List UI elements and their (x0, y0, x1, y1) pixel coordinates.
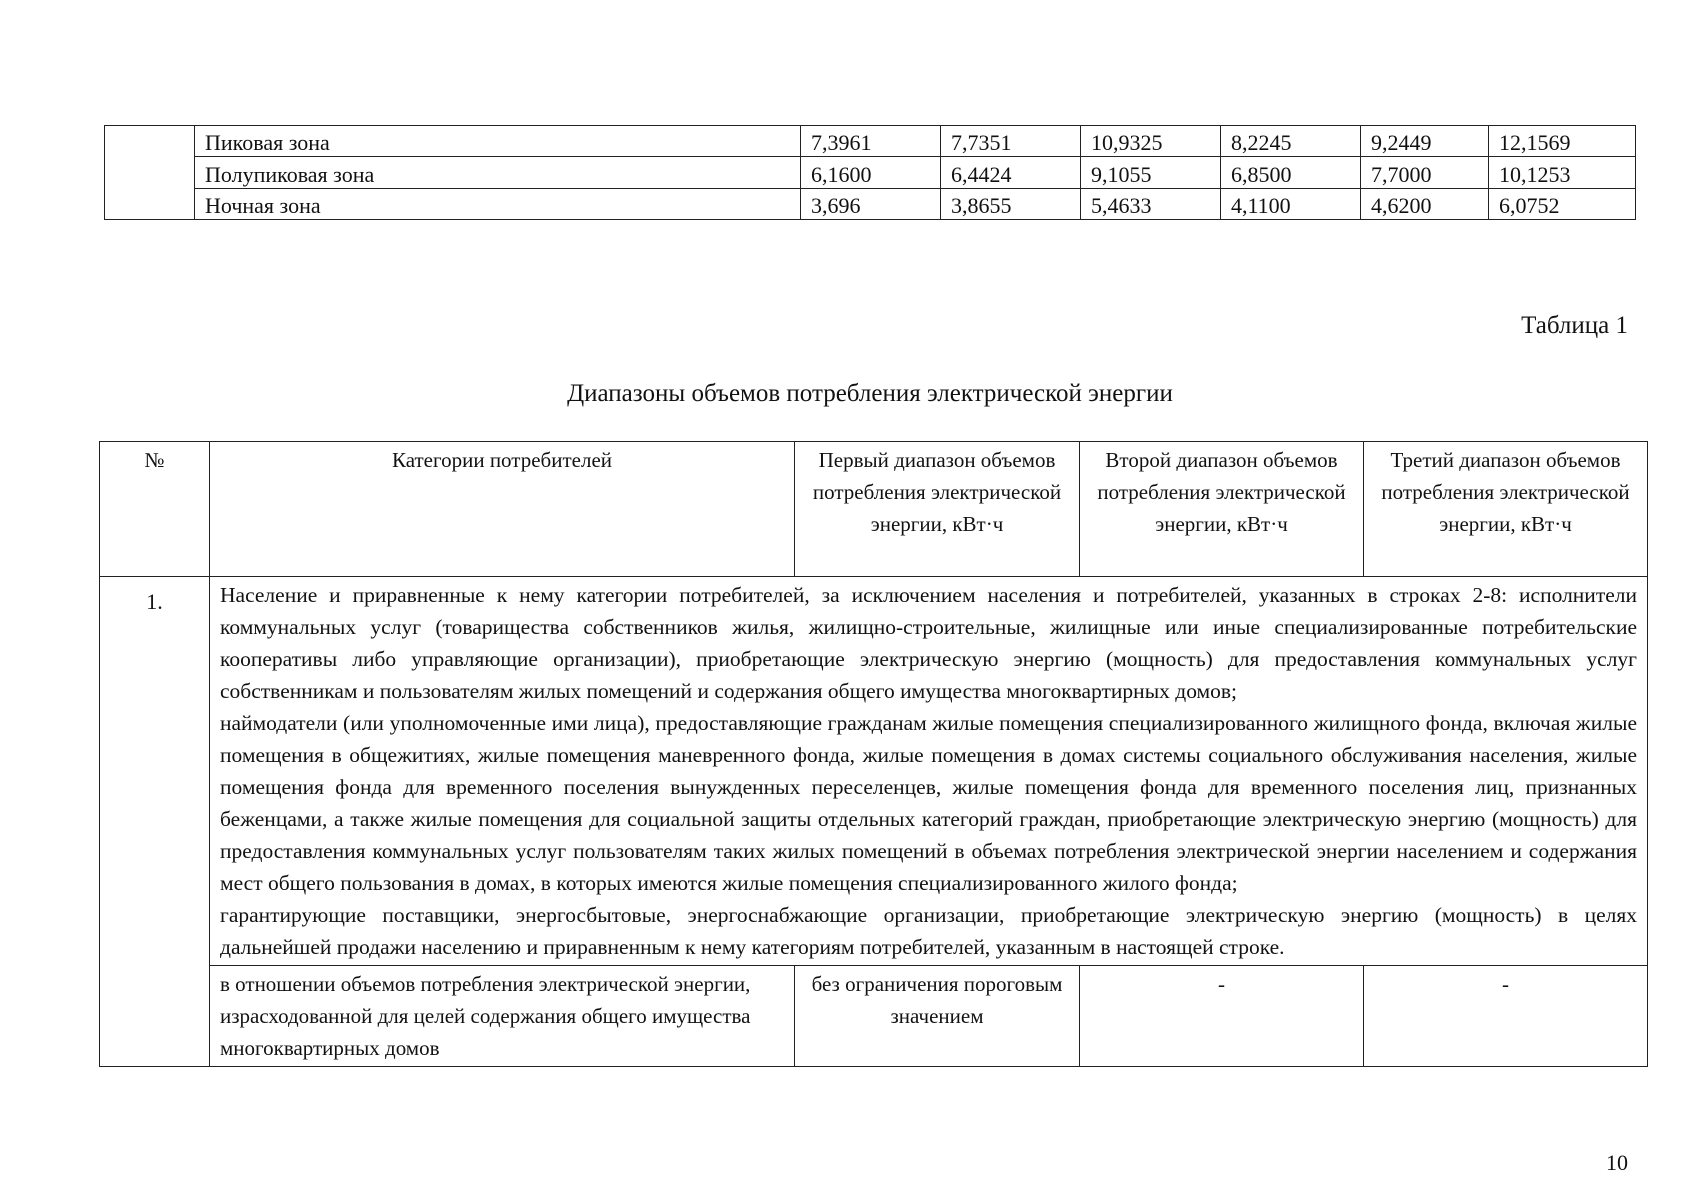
zone-label: Полупиковая зона (195, 157, 801, 188)
zone-value: 10,1253 (1489, 157, 1636, 188)
zone-row (105, 188, 1636, 219)
zone-value: 9,1055 (1081, 157, 1221, 188)
zone-value: 3,696 (801, 188, 941, 219)
zone-value: 12,1569 (1489, 126, 1636, 157)
zone-label: Пиковая зона (195, 126, 801, 157)
table-title: Диапазоны объемов потребления электрической энергии (567, 380, 1173, 407)
zones-blank-cell (105, 126, 195, 220)
zone-value: 7,7000 (1361, 157, 1489, 188)
zone-row (105, 157, 1636, 188)
row-1-paragraph: наймодатели (или уполномоченные ими лица), предоставляющие гражданам жилые помещения специализированного жилищного фонда, включая жилые помещения в общежитиях, жилые помещения маневренного фонда, жилые помещения в домах системы социального обслуживания населения, жилые помещения фонда для временного поселения вынужденных переселенцев, жилые помещения фонда для временного поселения лиц, признанных беженцами, а также жилые помещения для социальной защиты отдельных категорий граждан, приобретающие электрическую энергию (мощность) для предоставления коммунальных услуг пользователям таких жилых помещений в объемах потребления электрической энергии населением и содержания мест общего пользования в домах, в которых имеются жилые помещения специализированного жилого фонда; (220, 711, 1637, 895)
header-second-range: Второй диапазон объемов потребления электрической энергии, кВт·ч (1080, 442, 1364, 577)
zone-value: 7,3961 (801, 126, 941, 157)
zone-value: 6,0752 (1489, 188, 1636, 219)
row-1-number: 1. (100, 577, 210, 1067)
ranges-table (99, 441, 1648, 1067)
page-number: 10 (1606, 1150, 1628, 1175)
row-1-subrow (100, 966, 1648, 1067)
zone-value: 6,8500 (1221, 157, 1361, 188)
zone-value: 4,1100 (1221, 188, 1361, 219)
table-number: Таблица 1 (1521, 312, 1628, 339)
subrow-first-range: без ограничения пороговым значением (795, 966, 1080, 1067)
header-first-range: Первый диапазон объемов потребления электрической энергии, кВт·ч (795, 442, 1080, 577)
row-1-paragraph: гарантирующие поставщики, энергосбытовые, энергоснабжающие организации, приобретающие электрическую энергию (мощность) в целях дальнейшей продажи населению и приравненным к нему категориям потребителей, указанным в настоящей строке. (220, 903, 1637, 959)
row-1-description (210, 577, 1648, 966)
header-third-range: Третий диапазон объемов потребления электрической энергии, кВт·ч (1364, 442, 1648, 577)
row-1 (100, 577, 1648, 966)
header-row (100, 442, 1648, 577)
zone-value: 6,1600 (801, 157, 941, 188)
zone-value: 4,6200 (1361, 188, 1489, 219)
zone-value: 5,4633 (1081, 188, 1221, 219)
zone-label: Ночная зона (195, 188, 801, 219)
header-num: № (100, 442, 210, 577)
zone-value: 6,4424 (941, 157, 1081, 188)
zone-value: 3,8655 (941, 188, 1081, 219)
zone-value: 10,9325 (1081, 126, 1221, 157)
zone-value: 8,2245 (1221, 126, 1361, 157)
zone-row (105, 126, 1636, 157)
subrow-second-range: - (1080, 966, 1364, 1067)
subrow-third-range: - (1364, 966, 1648, 1067)
subrow-description: в отношении объемов потребления электрической энергии, израсходованной для целей содержания общего имущества многоквартирных домов (210, 966, 795, 1067)
row-1-paragraph: Население и приравненные к нему категории потребителей, за исключением населения и потребителей, указанных в строках 2-8: исполнители коммунальных услуг (товарищества собственников жилья, жилищно-строительные, жилищные или иные специализированные потребительские кооперативы либо управляющие организации), приобретающие электрическую энергию (мощность) для предоставления коммунальных услуг собственникам и пользователям жилых помещений и содержания общего имущества многоквартирных домов; (220, 583, 1637, 703)
header-category: Категории потребителей (210, 442, 795, 577)
zone-value: 9,2449 (1361, 126, 1489, 157)
zone-value: 7,7351 (941, 126, 1081, 157)
zones-table (104, 125, 1636, 220)
